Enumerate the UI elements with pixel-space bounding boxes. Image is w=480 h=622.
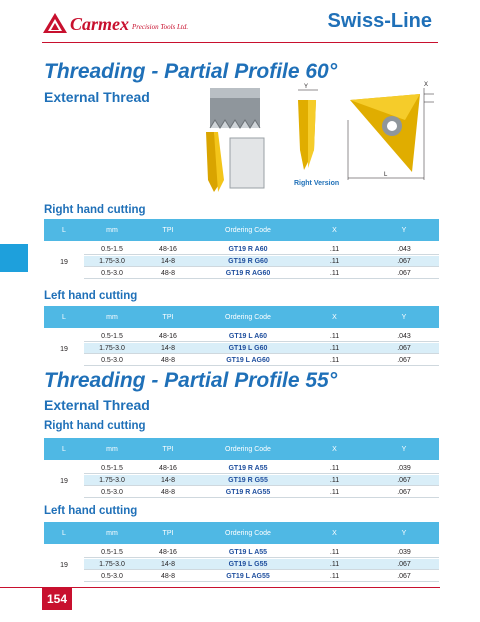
cell-x: .11 [329, 476, 340, 484]
insert-side-view [298, 84, 318, 170]
cell-y: .067 [397, 476, 411, 484]
col-tpi-header: TPI [162, 445, 174, 453]
cell-y: .067 [397, 344, 411, 352]
cell-tpi: 48-8 [160, 356, 175, 364]
cell-mm: 1.75-3.0 [99, 344, 125, 352]
table-row [84, 331, 439, 342]
cell-y: .039 [397, 548, 411, 556]
dim-l-label: L [384, 172, 388, 178]
col-mm-header: mm [106, 313, 118, 321]
col-y-header: Y [401, 445, 407, 453]
table-row [84, 256, 439, 267]
product-line-title: Swiss-Line [327, 10, 432, 32]
cell-code: GT19 R G55 [228, 476, 268, 484]
spec-table-right-60 [44, 219, 439, 280]
section-title-60: Threading - Partial Profile 60° [44, 60, 338, 83]
cell-x: .11 [329, 356, 340, 364]
col-y-header: Y [401, 313, 407, 321]
cell-l: 19 [60, 477, 68, 485]
spec-table-left-60 [44, 306, 439, 367]
spec-table-right-55 [44, 438, 439, 499]
cell-tpi: 14-8 [160, 257, 175, 265]
cell-tpi: 14-8 [160, 476, 175, 484]
cell-code: GT19 L AG55 [226, 572, 270, 580]
right-version-label: Right Version [294, 180, 340, 187]
cell-mm: 0.5-3.0 [101, 488, 123, 496]
cell-y: .067 [397, 572, 411, 580]
insert-holder-image [206, 132, 224, 192]
cell-mm: 1.75-3.0 [99, 257, 125, 265]
cell-l: 19 [60, 561, 68, 569]
col-l-header: L [62, 529, 66, 537]
col-code-header: Ordering Code [225, 445, 271, 453]
table-row [84, 463, 439, 474]
cell-x: .11 [329, 464, 340, 472]
carmex-logo [42, 12, 188, 34]
cell-tpi: 14-8 [160, 344, 175, 352]
cell-tpi: 48-16 [159, 464, 177, 472]
col-tpi-header: TPI [162, 226, 174, 234]
cell-tpi: 48-8 [160, 572, 175, 580]
spec-table-left-55 [44, 522, 439, 583]
cell-mm: 0.5-3.0 [101, 572, 123, 580]
table-row [84, 475, 439, 486]
cell-mm: 0.5-1.5 [101, 548, 123, 556]
table-header [44, 219, 439, 241]
cell-code: GT19 L A55 [228, 548, 268, 556]
cell-mm: 0.5-3.0 [101, 269, 123, 277]
cell-y: .067 [397, 488, 411, 496]
col-x-header: X [332, 445, 337, 453]
company-name: Carmex [70, 14, 130, 34]
col-l-header: L [62, 445, 66, 453]
cell-tpi: 48-8 [160, 488, 175, 496]
insert-top-view [348, 82, 434, 180]
cell-x: .11 [329, 548, 340, 556]
group-title-left-55: Left hand cutting [44, 505, 138, 517]
section-title-55: Threading - Partial Profile 55° [44, 369, 338, 392]
col-l-header: L [62, 226, 66, 234]
cell-mm: 0.5-1.5 [101, 245, 123, 253]
col-code-header: Ordering Code [225, 313, 271, 321]
cell-code: GT19 L G60 [228, 344, 268, 352]
company-subtitle: Precision Tools Ltd. [132, 23, 189, 31]
cell-mm: 0.5-3.0 [101, 356, 123, 364]
col-mm-header: mm [106, 529, 118, 537]
cell-l: 19 [60, 258, 68, 266]
cell-tpi: 48-16 [159, 548, 177, 556]
table-row [84, 571, 439, 582]
cell-y: .043 [397, 245, 411, 253]
col-x-header: X [332, 313, 337, 321]
col-y-header: Y [401, 529, 407, 537]
carmex-logo-icon [42, 12, 68, 34]
cell-code: GT19 R AG55 [225, 488, 271, 496]
cell-x: .11 [329, 488, 340, 496]
cell-tpi: 48-8 [160, 269, 175, 277]
col-mm-header: mm [106, 445, 118, 453]
col-x-header: X [332, 529, 337, 537]
col-code-header: Ordering Code [225, 226, 271, 234]
col-tpi-header: TPI [162, 313, 174, 321]
table-row [84, 355, 439, 366]
cell-y: .067 [397, 257, 411, 265]
section-subtitle-60: External Thread [44, 89, 150, 105]
cell-y: .067 [397, 269, 411, 277]
cell-y: .043 [397, 332, 411, 340]
cell-y: .067 [397, 356, 411, 364]
cell-x: .11 [329, 572, 340, 580]
cell-tpi: 14-8 [160, 560, 175, 568]
cell-x: .11 [329, 344, 340, 352]
cell-code: GT19 L A60 [228, 332, 268, 340]
cell-code: GT19 R A60 [228, 245, 268, 253]
cell-x: .11 [329, 269, 340, 277]
col-tpi-header: TPI [162, 529, 174, 537]
section-subtitle-55: External Thread [44, 397, 150, 413]
table-body [44, 463, 439, 499]
cell-mm: 0.5-1.5 [101, 464, 123, 472]
cell-x: .11 [329, 560, 340, 568]
group-title-right-55: Right hand cutting [44, 420, 146, 432]
cell-x: .11 [329, 332, 340, 340]
header-divider [42, 42, 438, 43]
cell-code: GT19 R AG60 [225, 269, 271, 277]
table-row [84, 343, 439, 354]
cell-mm: 1.75-3.0 [99, 560, 125, 568]
table-header [44, 522, 439, 544]
cell-code: GT19 L G55 [228, 560, 268, 568]
table-row [84, 268, 439, 279]
cell-code: GT19 R A55 [228, 464, 268, 472]
cell-x: .11 [329, 257, 340, 265]
side-index-tab [0, 244, 28, 272]
cell-tpi: 48-16 [159, 332, 177, 340]
table-header [44, 438, 439, 460]
table-body [44, 244, 439, 280]
page-header [0, 0, 480, 48]
col-x-header: X [332, 226, 337, 234]
page-number: 154 [42, 588, 72, 610]
table-body [44, 547, 439, 583]
cell-code: GT19 R G60 [228, 257, 268, 265]
group-title-right-60: Right hand cutting [44, 204, 146, 216]
table-header [44, 306, 439, 328]
cell-tpi: 48-16 [159, 245, 177, 253]
cell-mm: 0.5-1.5 [101, 332, 123, 340]
cell-x: .11 [329, 245, 340, 253]
table-row [84, 547, 439, 558]
cell-y: .067 [397, 560, 411, 568]
cell-code: GT19 L AG60 [226, 356, 270, 364]
cell-y: .039 [397, 464, 411, 472]
col-l-header: L [62, 313, 66, 321]
table-row [84, 487, 439, 498]
cell-l: 19 [60, 345, 68, 353]
table-row [84, 244, 439, 255]
table-body [44, 331, 439, 367]
col-code-header: Ordering Code [225, 529, 271, 537]
group-title-left-60: Left hand cutting [44, 290, 138, 302]
dim-x-label: X [424, 82, 429, 88]
table-row [84, 559, 439, 570]
col-y-header: Y [401, 226, 407, 234]
dim-y-label: Y [304, 84, 309, 90]
col-mm-header: mm [106, 226, 118, 234]
cell-mm: 1.75-3.0 [99, 476, 125, 484]
